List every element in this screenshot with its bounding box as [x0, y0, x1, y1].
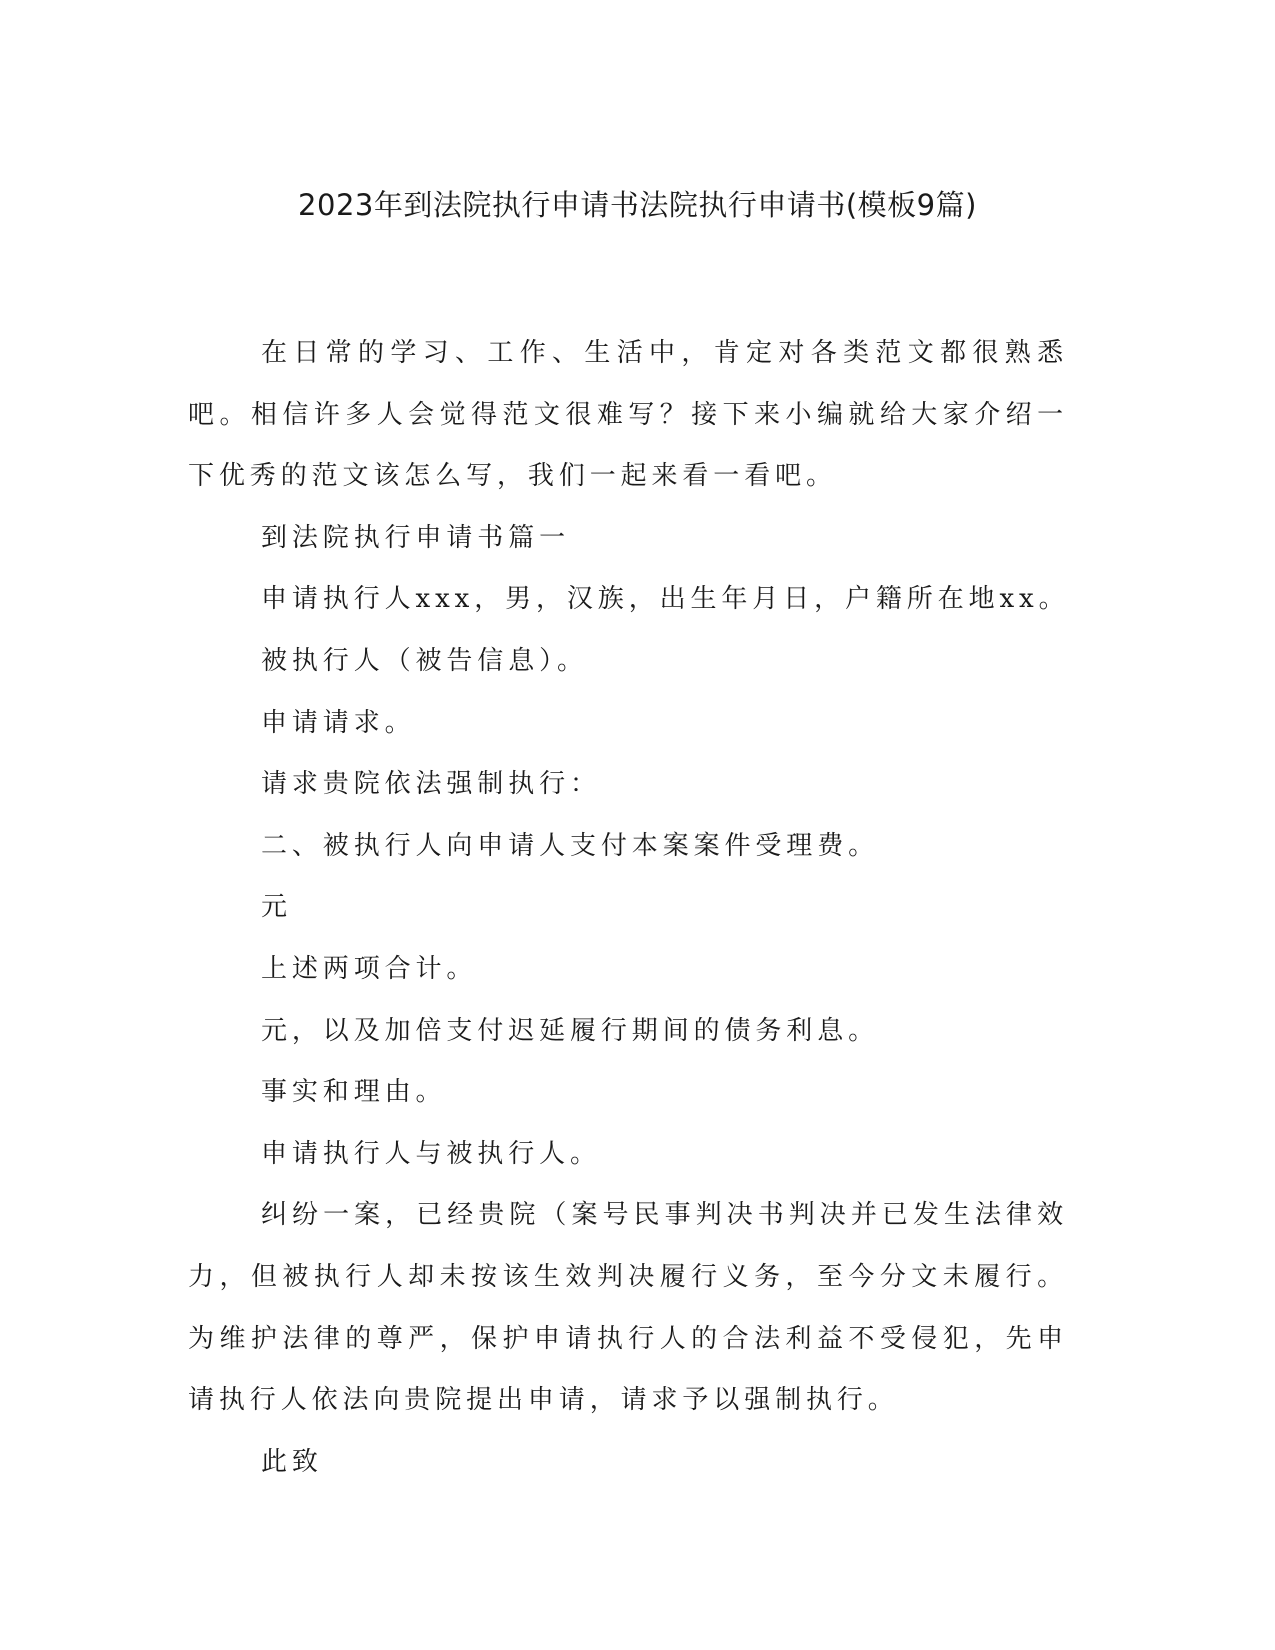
- closing-salutation: 此致: [261, 1446, 323, 1477]
- respondent-info: 被执行人（被告信息）。: [261, 645, 588, 676]
- parties-line: 申请执行人与被执行人。: [261, 1138, 601, 1169]
- section-heading: 到法院执行申请书篇一: [261, 522, 571, 553]
- amount-unit: 元: [261, 892, 292, 923]
- facts-heading: 事实和理由。: [261, 1077, 447, 1108]
- interest-line: 元，以及加倍支付迟延履行期间的债务利息。: [261, 1015, 880, 1046]
- document-title: 2023年到法院执行申请书法院执行申请书(模板9篇): [298, 188, 977, 222]
- request-line: 请求贵院依法强制执行：: [261, 769, 601, 800]
- document-body: [188, 323, 1068, 1493]
- request-item-2: 二、被执行人向申请人支付本案案件受理费。: [261, 830, 880, 861]
- request-heading: 申请请求。: [261, 707, 416, 738]
- total-line: 上述两项合计。: [261, 953, 478, 984]
- applicant-info: 申请执行人xxx，男，汉族，出生年月日，户籍所在地xx。: [261, 584, 1070, 615]
- intro-paragraph: 在日常的学习、工作、生活中，肯定对各类范文都很熟悉吧。相信许多人会觉得范文很难写？接下来小编就给大家介绍一下优秀的范文该怎么写，我们一起来看一看吧。: [188, 338, 1068, 492]
- facts-paragraph: 纠纷一案，已经贵院（案号民事判决书判决并已发生法律效力，但被执行人却未按该生效判决履行义务，至今分文未履行。为维护法律的尊严，保护申请执行人的合法利益不受侵犯，先申请执行人依法向贵院提出申请，请求予以强制执行。: [188, 1200, 1068, 1416]
